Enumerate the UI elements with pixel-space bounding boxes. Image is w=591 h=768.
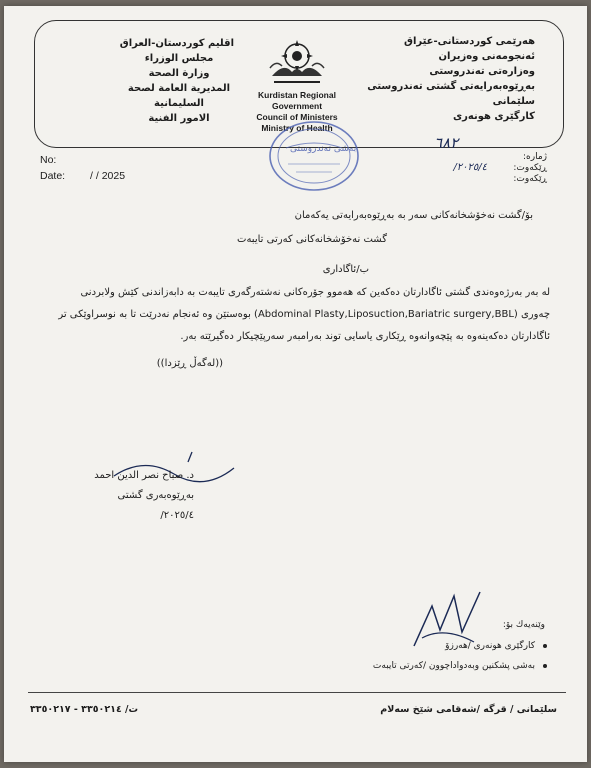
letterhead-arabic-line: مجلس الوزراء: [144, 53, 214, 64]
copies-item-text: كارگێری هونەری /هەرزۆ: [445, 641, 535, 651]
letterhead-kurdish-line: هەرێمی كوردستانی-عێراق: [404, 36, 535, 47]
copies-title: وێنەیەك بۆ:: [502, 620, 545, 630]
date-slashes: / /: [90, 170, 99, 182]
letterhead-english-line: Ministry of Health: [261, 123, 333, 133]
letterhead-arabic-line: وزارة الصحة: [148, 68, 210, 79]
letterhead-arabic-line: المديرية العامة لصحة: [127, 83, 231, 94]
kurdish-number-label: ژمارە:: [522, 152, 547, 162]
addressee-line-2: گشت نەخۆشخانەکانی کەرتی تایبەت: [237, 234, 387, 245]
addressee-line: بۆ/گشت نەخۆشخانەکانی سەر بە بەڕێوەبەرایەتی یەکەمان: [294, 210, 533, 221]
letterhead-kurdish-line: بەڕێوەبەرایەتی گشتی تەندروستی: [367, 81, 535, 92]
signature-block: [84, 466, 194, 526]
letter-body: [40, 282, 550, 348]
stamp-label: بەشی تەندروستی: [290, 144, 357, 154]
letterhead-kurdish: [365, 34, 535, 124]
letterhead-arabic-line: السليمانية: [154, 98, 204, 109]
letterhead-english-line: Government: [271, 101, 323, 111]
copies-list: [347, 636, 547, 676]
date-label: Date:: [40, 170, 66, 182]
bullet-icon: [543, 664, 547, 668]
kurdistan-emblem-icon: [266, 32, 328, 88]
copies-item-text: بەشی پشکنین وبەدواداچوون /کەرتی تایبەت: [372, 661, 535, 671]
letterhead-arabic: [119, 36, 234, 126]
letterhead-kurdish-line: ئەنجومەنی وەزیران: [438, 51, 535, 62]
signatory-name: د. صباح نصر الدين احمد: [94, 470, 194, 481]
closing-line: ((لەگەڵ ڕێزدا)): [156, 358, 223, 369]
kurdish-date-label: ڕێکەوت:: [513, 163, 547, 173]
kurdish-date-label-2: ڕێکەوت:: [513, 174, 547, 184]
subject-line: ب/ئاگاداری: [322, 264, 369, 275]
letterhead-english-line: Kurdistan Regional: [258, 90, 336, 100]
copies-list-item: [347, 636, 547, 656]
letter-body-line: ئاگادارتان دەکەینەوە بە پێچەوانەوە ڕێکاری یاسایی توند بەرامبەر سەرپێچیکار دەگیرێتە بەر.: [180, 331, 550, 342]
letterhead-arabic-line: الامور الفنية: [148, 113, 210, 124]
footer-address: سلێمانی / قرگە /شەقامی شێخ سەلام: [380, 704, 557, 715]
document-meta-english: [40, 152, 125, 184]
handwritten-reference-number: ٦٨٢: [434, 134, 459, 152]
letter-page: [4, 6, 587, 762]
bullet-icon: [543, 644, 547, 648]
date-row: [40, 168, 125, 184]
letterhead-kurdish-line: وەزارەتی تەندروستی: [429, 66, 535, 77]
letter-body-line: لە بەر بەرژەوەندی گشتی ئاگادارتان دەکەین کە هەموو جۆرەکانی نەشتەرگەری تایبەت بە دابەزاندنی کێش ولابردنی: [80, 287, 550, 298]
number-label: No:: [40, 154, 57, 166]
handwritten-date: ٢٠٢٥/٤/: [453, 162, 487, 173]
letterhead-arabic-line: اقليم كوردستان-العراق: [119, 38, 234, 49]
letter-body-line: چەوری (Abdominal Plasty,Liposuction,Bariatric surgery,BBL) بوەستێن وە ئەنجام نەدرێت تا بە نوسراوێکی تر: [58, 309, 550, 320]
date-year: 2025: [101, 170, 126, 182]
footer-divider: [28, 692, 566, 693]
signature-date: ٢٠٢٥/٤/: [160, 510, 194, 521]
footer-phone: ت/ ٣٣٥٠٢١٤ - ٣٣٥٠٢١٧: [30, 704, 139, 715]
signatory-title: بەڕێوەبەری گشتی: [117, 490, 194, 501]
letterhead-english-line: Council of Ministers: [256, 112, 338, 122]
letterhead-kurdish-line: سلێمانی: [492, 96, 535, 107]
letterhead-kurdish-line: كارگێری هونەری: [452, 111, 535, 122]
copies-list-item: [347, 656, 547, 676]
